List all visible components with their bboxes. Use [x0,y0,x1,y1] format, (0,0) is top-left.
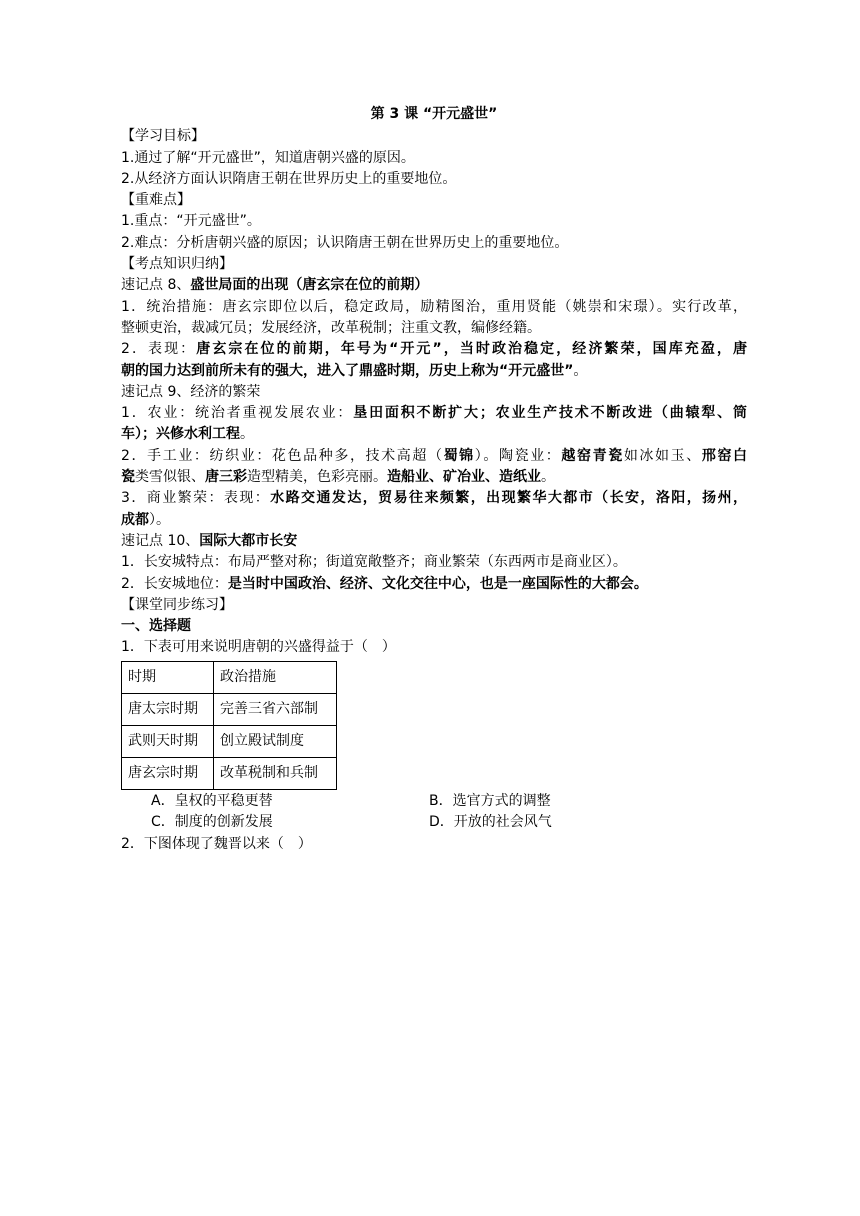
table-cell: 武则天时期 [122,725,214,757]
bold-text: 造船业、矿冶业、造纸业 [387,469,541,486]
line-prefix: 1．农业：统治者重视发展农业： [121,405,354,422]
point-10-heading [121,531,747,552]
line-end: 。 [541,469,555,486]
line-prefix: 3．商业繁荣：表现： [121,490,271,507]
table-cell: 政治措施 [214,661,337,693]
goal-item: 2.从经济方面认识隋唐王朝在世界历史上的重要地位。 [121,170,457,187]
point-10-line: 1．长安城特点：布局严整对称；街道宽敞整齐；商业繁荣（东西两市是商业区）。 [121,554,627,571]
point-title: 国际大都市长安 [199,532,298,549]
plain-text: 类雪似银、 [135,469,205,486]
point-9-line [121,424,747,445]
bold-text: 越窑青瓷 [561,447,624,464]
bold-text: 唐三彩 [205,469,247,486]
point-8-line [121,339,747,360]
bold-text: 车）；兴修水利工程 [121,426,240,443]
bold-text: 唐玄宗在位的前期，年号为“开元”，当时政治稳定，经济繁荣，国库充盈，唐 [196,341,747,358]
question-stem: 2．下图体现了魏晋以来（ ） [121,835,312,852]
bold-text: 蜀锦 [443,447,475,464]
point-title: 经济的繁荣 [190,383,261,400]
question-table [121,661,337,790]
point-8-line: 整顿吏治，裁减冗员；发展经济，改革税制；注重文教，编修经籍。 [121,319,541,336]
point-prefix: 速记点 10、 [121,532,200,549]
answer-options [121,791,747,834]
goals-heading: 【学习目标】 [121,128,205,145]
point-9-line [121,403,747,424]
table-row [122,725,337,757]
table-row [122,661,337,693]
point-10-line [121,574,747,595]
point-9-heading [121,382,747,403]
point-9-line [121,467,747,488]
plain-text: 如冰如玉、 [623,447,702,464]
bold-text: 垦田面积不断扩大；农业生产技术不断改进（曲辕犁、筒 [353,405,747,422]
plain-text: ）。陶瓷业： [474,447,562,464]
table-cell: 创立殿试制度 [214,725,337,757]
section-heading: 一、选择题 [121,618,191,635]
point-8-line: 1．统治措施：唐玄宗即位以后，稳定政局，励精图治，重用贤能（姚崇和宋璟）。实行改革， [121,298,747,315]
line-prefix: 2．表现： [121,341,197,358]
line-prefix: 2．长安城地位： [121,575,228,592]
bold-text: 是当时中国政治、经济、文化交往中心，也是一座国际性的大都会。 [227,575,648,592]
point-8-line [121,361,747,382]
bold-text: 瓷 [121,469,135,486]
table-cell: 唐太宗时期 [122,693,214,725]
option-a: A．皇权的平稳更替 [151,792,273,809]
question-stem: 1．下表可用来说明唐朝的兴盛得益于（ ） [121,639,396,656]
table-cell: 时期 [122,661,214,693]
plain-text: 造型精美，色彩亮丽。 [247,469,387,486]
practice-heading: 【课堂同步练习】 [121,596,233,613]
bold-text: 成都 [121,511,149,528]
document-page [121,104,747,855]
table-cell: 完善三省六部制 [214,693,337,725]
line-prefix: 2．手工业：纺织业：花色品种多，技术高超（ [121,447,444,464]
bold-text: 朝的国力达到前所未有的强大，进入了鼎盛时期，历史上称为“开元盛世” [121,362,574,379]
point-8-heading [121,275,747,296]
point-9-line [121,488,747,509]
table-cell: 唐玄宗时期 [122,757,214,789]
option-d: D．开放的社会风气 [429,813,552,830]
bold-text: 水路交通发达，贸易往来频繁，出现繁华大都市（长安，洛阳，扬州， [270,490,747,507]
summary-heading: 【考点知识归纳】 [121,256,233,273]
point-9-line [121,446,747,467]
option-b: B．选官方式的调整 [429,792,551,809]
key-points-heading: 【重难点】 [121,192,191,209]
table-cell: 改革税制和兵制 [214,757,337,789]
bold-text: 邢窑白 [701,447,748,464]
point-prefix: 速记点 9、 [121,383,191,400]
point-title: 盛世局面的出现（唐玄宗在位的前期） [190,277,429,294]
key-point-item: 2.难点：分析唐朝兴盛的原因；认识隋唐王朝在世界历史上的重要地位。 [121,234,569,251]
point-9-line [121,510,747,531]
table-row [122,693,337,725]
line-end: 。 [240,426,254,443]
point-prefix: 速记点 8、 [121,277,191,294]
key-point-item: 1.重点：“开元盛世”。 [121,213,261,230]
table-row [122,757,337,789]
lesson-title: 第 3 课 “开元盛世” [370,106,498,122]
line-end: 。 [573,362,588,379]
goal-item: 1.通过了解“开元盛世”，知道唐朝兴盛的原因。 [121,149,415,166]
line-end: ）。 [149,511,170,528]
option-c: C．制度的创新发展 [151,813,273,830]
